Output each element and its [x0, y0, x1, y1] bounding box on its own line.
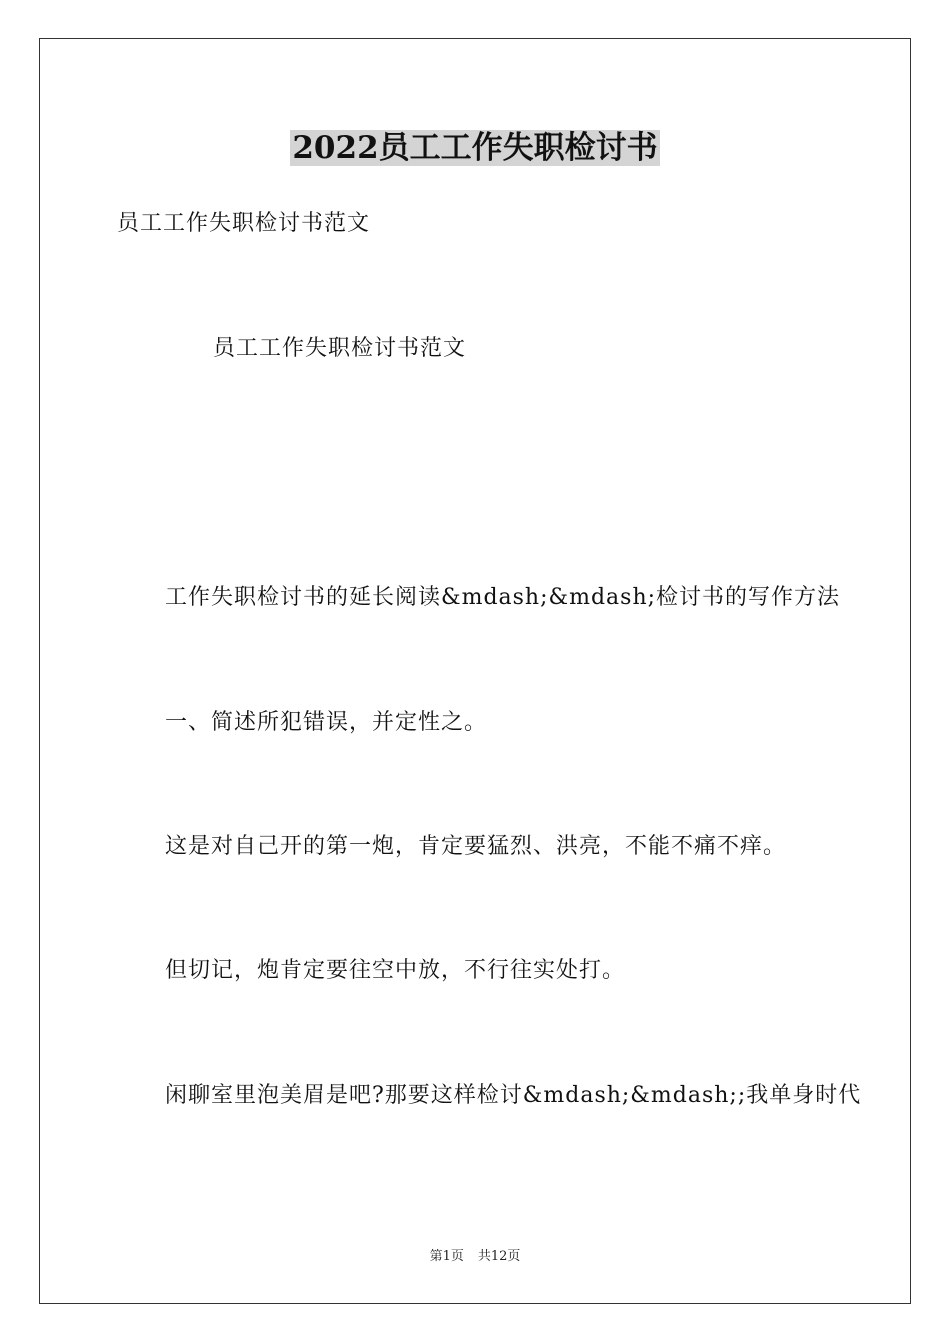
paragraph-4: 这是对自己开的第一炮，肯定要猛烈、洪亮，不能不痛不痒。 [165, 834, 787, 859]
document-title [0, 128, 950, 168]
document-subtitle: 员工工作失职检讨书范文 [117, 211, 371, 236]
page-number: 第1页 [429, 1249, 464, 1264]
paragraph-2: 工作失职检讨书的延长阅读&mdash;&mdash;检讨书的写作方法 [165, 585, 841, 610]
paragraph-5: 但切记，炮肯定要往空中放，不行往实处打。 [165, 958, 626, 983]
paragraph-1: 员工工作失职检讨书范文 [213, 336, 467, 361]
document-title-text: 2022员工工作失职检讨书 [292, 130, 658, 166]
page-total: 共12页 [477, 1249, 521, 1264]
paragraph-6: 闲聊室里泡美眉是吧?那要这样检讨&mdash;&mdash;;我单身时代 [165, 1083, 862, 1108]
paragraph-3: 一、简述所犯错误，并定性之。 [165, 710, 488, 735]
page-footer [0, 1248, 950, 1266]
